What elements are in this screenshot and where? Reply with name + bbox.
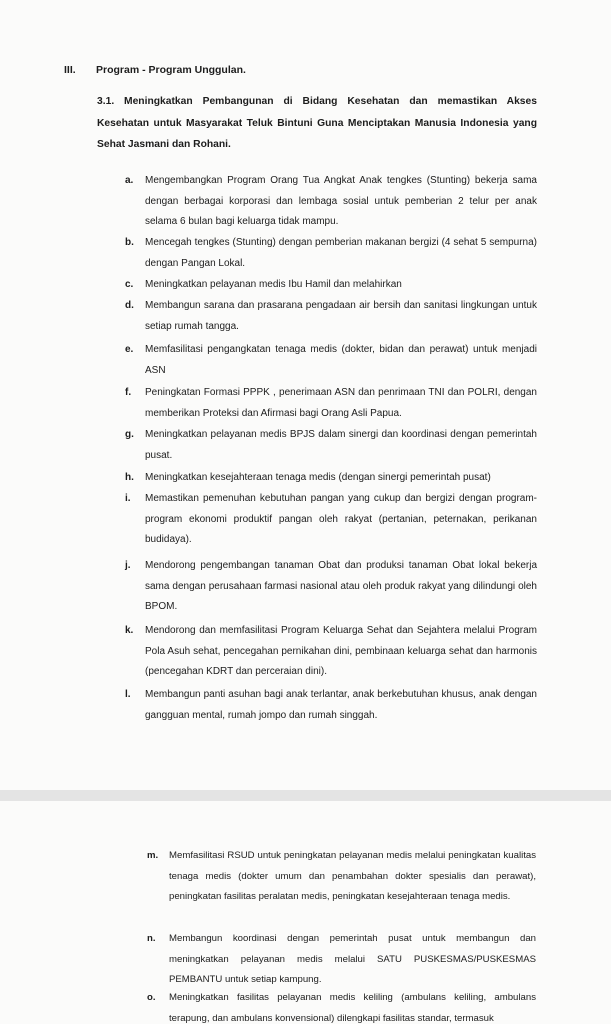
list-item-letter: n. — [147, 933, 156, 944]
section-heading — [64, 64, 246, 76]
list-item-letter: d. — [125, 300, 134, 311]
list-item-text: Meningkatkan pelayanan medis BPJS dalam sinergi dan koordinasi dengan pemerintah pusat. — [145, 429, 537, 461]
list-item-h — [125, 468, 537, 489]
list-item-c — [125, 275, 537, 296]
list-item-text: Mendorong pengembangan tanaman Obat dan produksi tanaman Obat lokal bekerja sama dengan perusahaan farmasi nasional atau oleh produk rakyat yang dilindungi oleh BPOM. — [145, 560, 537, 612]
list-item-letter: j. — [125, 560, 131, 571]
list-item-letter: k. — [125, 625, 134, 636]
list-item-letter: c. — [125, 279, 134, 290]
list-item-text: Mencegah tengkes (Stunting) dengan pemberian makanan bergizi (4 sehat 5 sempurna) dengan Pangan Lokal. — [145, 237, 537, 269]
list-item-o — [147, 988, 536, 1024]
list-item-i — [125, 489, 537, 551]
list-item-l — [125, 685, 537, 726]
list-item-letter: g. — [125, 429, 134, 440]
list-item-letter: o. — [147, 992, 156, 1003]
list-item-a — [125, 171, 537, 233]
section-number: III. — [64, 64, 76, 76]
list-item-text: Memfasilitasi RSUD untuk peningkatan pelayanan medis melalui peningkatan kualitas tenaga medis (dokter umum dan penambahan dokter spesialis dan perawat), peningkatan fasilitas peralatan medis, peningkatan kesejahteraan tenaga medis. — [169, 850, 536, 902]
list-item-b — [125, 233, 537, 274]
list-item-letter: l. — [125, 689, 131, 700]
list-item-e — [125, 340, 537, 381]
list-item-n — [147, 929, 536, 991]
list-item-letter: f. — [125, 387, 132, 398]
list-item-k — [125, 621, 537, 683]
list-item-text: Mendorong dan memfasilitasi Program Keluarga Sehat dan Sejahtera melalui Program Pola Asuh sehat, pencegahan pernikahan dini, pembinaan keluarga sehat dan harmonis (pencegahan KDRT dan perceraian dini). — [145, 625, 537, 677]
list-item-text: Memastikan pemenuhan kebutuhan pangan yang cukup dan bergizi dengan program-program ekonomi produktif pangan oleh rakyat (pertanian, peternakan, perikanan budidaya). — [145, 493, 537, 545]
list-item-letter: a. — [125, 175, 134, 186]
page-gap — [0, 790, 611, 801]
list-item-m — [147, 846, 536, 908]
list-item-j — [125, 556, 537, 618]
list-item-letter: h. — [125, 472, 134, 483]
list-item-letter: e. — [125, 344, 134, 355]
list-item-text: Membangun koordinasi dengan pemerintah pusat untuk membangun dan meningkatkan pelayanan medis melalui SATU PUSKESMAS/PUSKESMAS PEMBANTU untuk setiap kampung. — [169, 933, 536, 985]
subsection-heading — [97, 91, 537, 156]
list-item-text: Meningkatkan pelayanan medis Ibu Hamil dan melahirkan — [145, 279, 402, 290]
document-page-2 — [0, 801, 611, 1024]
list-item-letter: m. — [147, 850, 159, 861]
list-item-text: Membangun sarana dan prasarana pengadaan air bersih dan sanitasi lingkungan untuk setiap rumah tangga. — [145, 300, 537, 332]
subsection-title: Meningkatkan Pembangunan di Bidang Kesehatan dan memastikan Akses Kesehatan untuk Masyarakat Teluk Bintuni Guna Menciptakan Manusia Indonesia yang Sehat Jasmani dan Rohani. — [97, 96, 537, 150]
list-item-text: Meningkatkan fasilitas pelayanan medis keliling (ambulans keliling, ambulans terapung, dan ambulans konvensional) dilengkapi fasilitas standar, termasuk — [169, 992, 536, 1024]
list-item-letter: i. — [125, 493, 131, 504]
list-item-d — [125, 296, 537, 337]
list-item-text: Mengembangkan Program Orang Tua Angkat Anak tengkes (Stunting) bekerja sama dengan berbagai korporasi dan lembaga sosial untuk pemberian 2 telur per anak selama 6 bulan bagi keluarga tidak mampu. — [145, 175, 537, 227]
section-title: Program - Program Unggulan. — [96, 64, 246, 76]
list-item-g — [125, 425, 537, 466]
list-item-f — [125, 383, 537, 424]
list-item-text: Meningkatkan kesejahteraan tenaga medis (dengan sinergi pemerintah pusat) — [145, 472, 491, 483]
subsection-number: 3.1. — [97, 96, 115, 107]
list-item-letter: b. — [125, 237, 134, 248]
list-item-text: Membangun panti asuhan bagi anak terlantar, anak berkebutuhan khusus, anak dengan gangguan mental, rumah jompo dan rumah singgah. — [145, 689, 537, 721]
list-item-text: Memfasilitasi pengangkatan tenaga medis (dokter, bidan dan perawat) untuk menjadi ASN — [145, 344, 537, 376]
list-item-text: Peningkatan Formasi PPPK , penerimaan ASN dan penrimaan TNI dan POLRI, dengan memberikan Proteksi dan Afirmasi bagi Orang Asli Papua. — [145, 387, 537, 419]
